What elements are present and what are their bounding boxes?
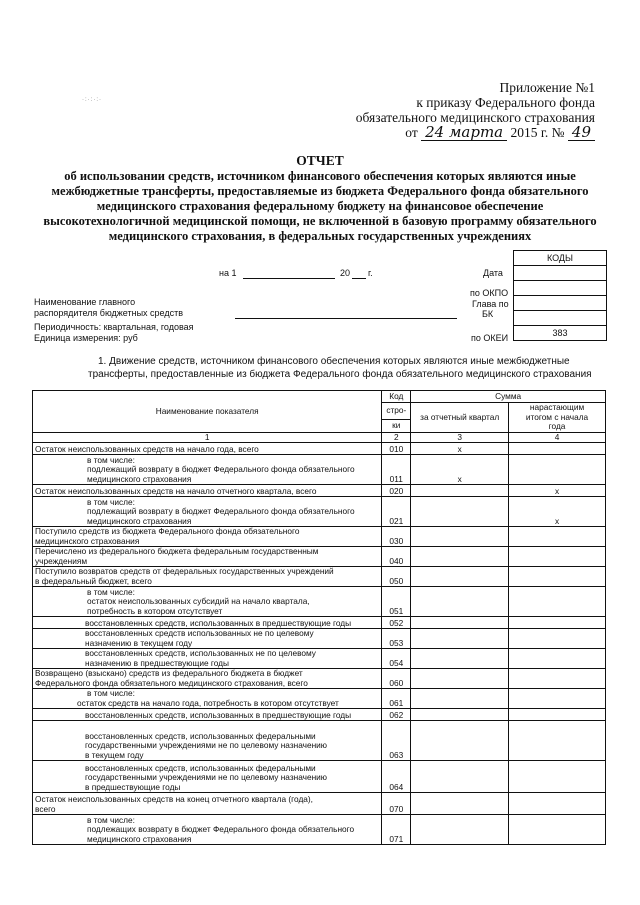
appendix-block [330,80,595,141]
row-quarter [411,721,509,761]
row-code: 062 [382,709,411,721]
table-row [33,485,606,497]
unit-label: Единица измерения: руб [34,333,138,343]
row-name [33,587,382,617]
row-name-line: Федерального фонда обязательного медицинского страхования, всего [35,677,308,688]
table-row [33,689,606,709]
row-name [33,669,382,689]
row-quarter [411,567,509,587]
table-row [33,617,606,629]
row-cumulative [509,527,606,547]
report-title [20,153,620,244]
row-code: 030 [382,527,411,547]
report-table [32,390,606,845]
row-quarter [411,485,509,497]
title-line: медицинского страхования федеральному бюджету на финансовое обеспечение [96,199,544,213]
row-name [33,793,382,815]
title-line: высокотехнологичной медицинской помощи, не включенной в базовую программу обязательного [43,214,597,228]
row-name-line: потребность в котором отсутствует [87,605,223,616]
row-name-line: в том числе: [87,496,135,507]
glava-label-2: БК [482,309,494,319]
row-code: 064 [382,761,411,793]
row-code: 010 [382,443,411,455]
table-row [33,497,606,527]
year-fill-line [352,278,366,279]
title-line: медицинского страхования, в федеральных государственных учреждениях [108,229,532,243]
row-cumulative [509,629,606,649]
table-row [33,815,606,845]
row-name-line: назначению в текущем году [85,637,193,648]
row-name [33,689,382,709]
row-name-line: учреждениям [35,555,88,566]
okei-label: по ОКЕИ [471,333,509,343]
row-cumulative [509,669,606,689]
row-code: 060 [382,669,411,689]
row-name: Остаток неиспользованных средств на начало года, всего [33,443,382,455]
col-number: 2 [382,432,411,443]
row-code: 011 [382,455,411,485]
header-cum-line: года [548,421,566,431]
row-cumulative [509,649,606,669]
row-name-line: восстановленных средств, использованных федеральными [85,730,316,741]
row-code: 050 [382,567,411,587]
row-name [33,455,382,485]
row-name: восстановленных средств, использованных в предшествующие годы [33,617,382,629]
row-name-line: Возвращено (взыскано) средств из федерального бюджета в бюджет [35,668,303,678]
row-quarter [411,761,509,793]
col-number: 1 [33,432,382,443]
row-name [33,629,382,649]
row-quarter: x [411,443,509,455]
row-quarter [411,793,509,815]
row-quarter: x [411,455,509,485]
row-name-line: подлежащих возврату в бюджет Федерального фонда обязательного [87,824,355,834]
row-name-line: в предшествующие годы [85,781,181,792]
header-code-2: стро- [382,403,411,420]
code-date-cell [514,265,606,280]
table-row [33,455,606,485]
section-line: трансферты, предоставленные из бюджета Федерального фонда обязательного медицинского страхования [88,369,592,380]
row-name-line: в том числе: [87,688,135,698]
row-name: Остаток неиспользованных средств на начало отчетного квартала, всего [33,485,382,497]
row-name [33,497,382,527]
row-code: 052 [382,617,411,629]
row-name-line: в федеральный бюджет, всего [35,575,152,586]
row-quarter [411,669,509,689]
row-cumulative: x [509,497,606,527]
row-name-line: в том числе: [87,586,135,597]
title-line: межбюджетные трансферты, предоставляемые из бюджета Федерального фонда обязательного [51,184,589,198]
row-cumulative [509,793,606,815]
row-name-line: Поступило возвратов средств от федеральных государственных учреждений [35,566,334,576]
row-name: восстановленных средств, использованных в предшествующие годы [33,709,382,721]
row-name [33,567,382,587]
row-code: 053 [382,629,411,649]
row-cumulative [509,443,606,455]
manager-fill-line [235,318,457,319]
row-cumulative [509,689,606,709]
row-quarter [411,709,509,721]
period-label: Периодичность: квартальная, годовая [34,322,194,332]
row-name-line: Перечислено из федерального бюджета федеральным государственным [35,546,319,556]
header-cum-line: итогом с начала [525,411,589,422]
row-name [33,761,382,793]
year-label: 2015 г. № [510,125,565,140]
row-code: 070 [382,793,411,815]
table-row [33,709,606,721]
on-label: на 1 [219,268,237,278]
row-name-line: медицинского страхования [35,535,140,546]
table-row [33,547,606,567]
row-quarter [411,629,509,649]
date-fill-line [243,278,335,279]
row-name-line: остаток неиспользованных субсидий на начало квартала, [87,596,310,606]
section-heading [88,355,608,381]
table-row [33,587,606,617]
scan-speck: ·:·:·:· [82,97,102,103]
row-cumulative [509,721,606,761]
row-cumulative [509,455,606,485]
row-cumulative [509,567,606,587]
header-quarter: за отчетный квартал [411,403,509,433]
okpo-label: по ОКПО [470,288,509,298]
table-row [33,629,606,649]
row-name-line: медицинского страхования [87,515,192,526]
year-20-label: 20 [340,268,351,278]
appendix-line: Приложение №1 [499,80,595,95]
row-name-line: Остаток неиспользованных средств на конец отчетного квартала (года), [35,794,313,804]
table-row [33,527,606,547]
appendix-line: к приказу Федерального фонда [416,95,595,110]
glava-label-1: Глава по [472,299,509,309]
header-name: Наименование показателя [33,391,382,433]
row-quarter [411,815,509,845]
header-cum-line: нарастающим [529,402,585,412]
row-name-line: восстановленных средств использованных не по целевому [85,628,314,638]
date-label: Дата [483,268,503,278]
code-okpo-cell [514,280,606,295]
table-row [33,567,606,587]
row-name-line: всего [35,803,56,814]
header-sum: Сумма [411,391,606,403]
code-okei-cell: 383 [514,325,606,340]
table-row [33,761,606,793]
table-row [33,443,606,455]
header-code-1: Код [382,391,411,403]
row-quarter [411,617,509,629]
row-code: 071 [382,815,411,845]
row-name-line: медицинского страхования [87,833,192,844]
row-code: 051 [382,587,411,617]
row-name-line: медицинского страхования [87,473,192,484]
row-code: 020 [382,485,411,497]
row-quarter [411,527,509,547]
row-quarter [411,649,509,669]
row-name [33,547,382,567]
manager-label-2: распорядителя бюджетных средств [34,308,184,318]
row-name-line: в том числе: [87,454,135,465]
row-code: 061 [382,689,411,709]
title-main: ОТЧЕТ [296,153,344,168]
table-row [33,669,606,689]
row-name-line: восстановленных средств, использованных не по целевому [85,648,316,658]
row-name-line: государственными учреждениями не по целевому назначению [85,772,328,782]
row-quarter [411,587,509,617]
row-name-line: назначению в предшествующие годы [85,657,229,668]
codes-box [513,250,607,341]
col-number: 4 [509,432,606,443]
row-code: 063 [382,721,411,761]
row-name [33,649,382,669]
row-cumulative: x [509,485,606,497]
row-cumulative [509,761,606,793]
row-code: 021 [382,497,411,527]
row-cumulative [509,547,606,567]
row-name-line: подлежащий возврату в бюджет Федерального фонда обязательного [87,464,355,474]
codes-label: КОДЫ [546,253,573,263]
row-name [33,721,382,761]
handwritten-number: 49 [568,125,595,141]
row-cumulative [509,617,606,629]
row-name-line: подлежащий возврату в бюджет Федерального фонда обязательного [87,506,355,516]
row-name-line: Поступило средств из бюджета Федерального фонда обязательного [35,526,300,536]
row-name-line: восстановленных средств, использованных федеральными [85,762,316,773]
row-quarter [411,547,509,567]
table-row [33,649,606,669]
row-name [33,527,382,547]
title-line: об использовании средств, источником финансового обеспечения которых являются иные [64,169,576,183]
row-name [33,815,382,845]
row-cumulative [509,587,606,617]
table-row [33,793,606,815]
section-line: 1. Движение средств, источником финансового обеспечения которых являются иные межбюджетные [98,356,570,367]
row-cumulative [509,709,606,721]
row-code: 054 [382,649,411,669]
table-row [33,721,606,761]
row-quarter [411,497,509,527]
row-name-line: в текущем году [85,749,144,760]
code-glava-cell [514,295,606,310]
row-quarter [411,689,509,709]
manager-label-1: Наименование главного [34,297,136,307]
row-name-line: государственными учреждениями не по целевому назначению [85,740,328,750]
from-label: от [405,125,418,140]
year-suffix: г. [368,268,373,278]
row-cumulative [509,815,606,845]
appendix-date-line [330,125,595,141]
col-number: 3 [411,432,509,443]
handwritten-date: 24 марта [421,125,507,141]
appendix-line: обязательного медицинского страхования [355,110,595,125]
code-empty-cell [514,310,606,325]
header-cumulative [509,403,606,433]
row-name-line: остаток средств на начало года, потребность в котором отсутствует [77,697,339,708]
row-code: 040 [382,547,411,567]
row-name-line: в том числе: [87,814,135,825]
header-code-3: ки [382,419,411,432]
